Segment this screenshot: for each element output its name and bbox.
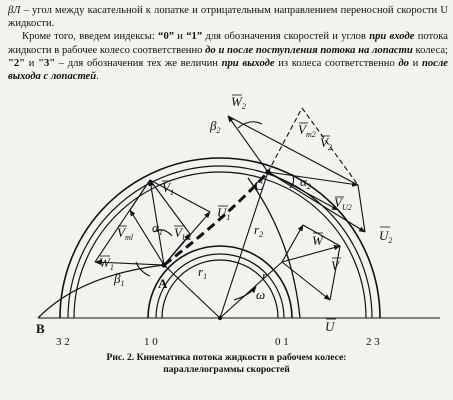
label-section-01: 0 1 — [275, 336, 289, 348]
center-point — [218, 316, 222, 320]
label-U2: $U_2$ — [379, 228, 393, 245]
figure-caption-line1: Рис. 2. Кинематика потока жидкости в рабочем колесе: — [106, 352, 347, 363]
vector-Vm1 — [130, 210, 164, 265]
label-VU2: $V_{U2}$ — [334, 195, 352, 212]
p2-part: . — [96, 71, 99, 83]
emphasis: после выхода с лопастей — [8, 57, 449, 83]
vector-W2 — [228, 116, 268, 172]
arc-inner-0a — [156, 254, 284, 318]
label-U: U — [325, 319, 335, 334]
vector-U — [282, 262, 330, 300]
label-V1: $V_1$ — [162, 180, 174, 197]
label-r2: $r_2$ — [254, 222, 264, 239]
label-alpha1: $\alpha_1$ — [152, 220, 163, 237]
p2-part: и — [25, 57, 39, 69]
label-Vm2: $V_{m2}$ — [298, 122, 316, 139]
label-V: V — [331, 258, 339, 273]
label-section-10: 1 0 — [144, 336, 158, 348]
index-3: "3" — [38, 57, 56, 69]
arc-inner-1 — [148, 246, 292, 318]
p2-part: колеса; — [412, 44, 448, 56]
line-V-U — [330, 246, 340, 300]
label-r: r — [262, 268, 268, 283]
index-2: "2" — [8, 57, 26, 69]
p2-part: и — [408, 57, 422, 69]
text-block — [8, 4, 448, 83]
p2-part: для обозначения скоростей и углов — [202, 31, 370, 43]
point-C — [265, 169, 270, 174]
label-A: A — [158, 276, 168, 291]
label-beta2: $\beta_2$ — [210, 118, 221, 135]
label-V2: $V_2$ — [320, 135, 332, 152]
label-C: C — [254, 178, 264, 193]
label-section-32: 3 2 — [56, 336, 70, 348]
label-section-23: 2 3 — [366, 336, 380, 348]
emphasis: при входе — [369, 31, 415, 43]
paragraph-1-text: – угол между касательной к лопатке и отрицательным направлением переносной скорости U жидкости. — [8, 5, 448, 30]
velocity-diagram — [0, 86, 453, 354]
paragraph-2 — [8, 30, 448, 83]
arc-outer-3 — [60, 158, 380, 318]
label-Vm1: $V_{ml}$ — [117, 225, 133, 242]
label-omega: ω — [256, 287, 266, 302]
label-W: W — [312, 233, 323, 248]
line-V1-U1 — [150, 180, 210, 212]
index-1: “1” — [186, 31, 203, 43]
label-beta1: $\beta_1$ — [114, 271, 125, 288]
p2-part: и — [174, 31, 187, 43]
radius-r1 — [164, 265, 220, 318]
emphasis: до — [398, 57, 409, 69]
index-0: “0” — [158, 31, 175, 43]
label-W2: $W_2$ — [231, 94, 246, 111]
label-VU1: $V_{U1}$ — [174, 225, 192, 242]
p2-part: Кроме того, введем индексы: — [22, 31, 159, 43]
beta-l-symbol: βЛ — [8, 5, 21, 16]
arc-outer-2a — [68, 166, 372, 318]
p2-part: потока жидкости в рабочее колесо соответственно — [8, 31, 448, 56]
paragraph-1 — [8, 4, 448, 30]
vector-W — [282, 225, 303, 262]
line-V2-U2 — [358, 185, 365, 232]
label-B: B — [36, 321, 45, 336]
figure-caption-line2: параллелограммы скоростей — [163, 364, 290, 375]
p2-part: из колеса соответственно — [274, 57, 399, 69]
label-U1: $U_1$ — [217, 205, 231, 222]
label-alpha2: $\alpha_2$ — [300, 174, 311, 191]
emphasis: при выходе — [221, 57, 275, 69]
point-A — [161, 262, 166, 267]
p2-part: – для обозначения тех же величин — [55, 57, 222, 69]
label-W1: $W_1$ — [99, 255, 114, 272]
emphasis: до и после поступления потока на лопасти — [205, 44, 413, 56]
label-r1: $r_1$ — [198, 264, 208, 281]
